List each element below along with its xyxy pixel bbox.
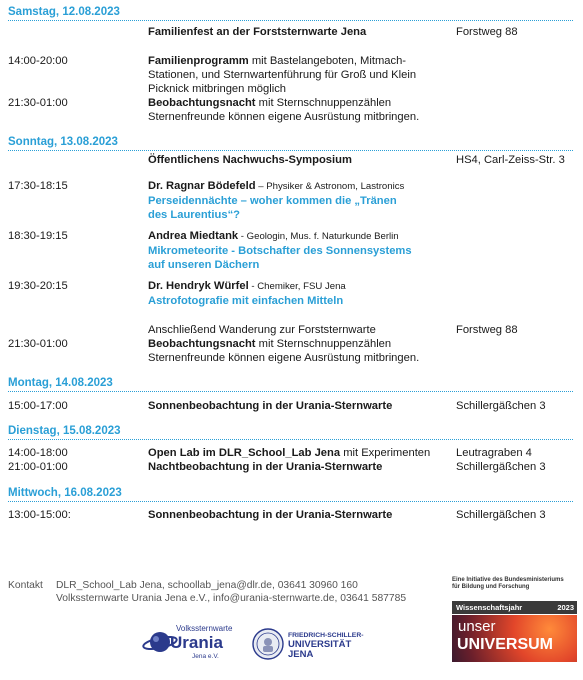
event-title: Beobachtungsnacht bbox=[148, 338, 256, 350]
urania-name: Urania bbox=[170, 633, 223, 652]
event-description bbox=[148, 96, 448, 124]
divider bbox=[8, 150, 573, 151]
event-text: Sternenfreunde können eigene Ausrüstung mitbringen. bbox=[148, 111, 420, 123]
wissenschaftsjahr-label: Wissenschaftsjahr bbox=[456, 603, 523, 612]
event-title: Sonnenbeobachtung in der Urania-Sternwarte bbox=[148, 509, 393, 521]
contact-line: DLR_School_Lab Jena, schoollab_jena@dlr.de, 03641 30960 160 bbox=[56, 580, 358, 591]
fsu-line: FRIEDRICH-SCHILLER- bbox=[288, 632, 364, 639]
event-location: Schillergäßchen 3 bbox=[456, 400, 546, 412]
talk-title: des Laurentius“? bbox=[148, 209, 241, 221]
event-time: 14:00-20:00 bbox=[8, 55, 68, 67]
talk-title: auf unseren Dächern bbox=[148, 259, 260, 271]
uu-line1: unser bbox=[458, 618, 496, 635]
speaker-affiliation: - Geologin, Mus. f. Naturkunde Berlin bbox=[238, 231, 399, 242]
event-description bbox=[148, 446, 448, 460]
event-time: 21:30-01:00 bbox=[8, 338, 68, 350]
talk-title: Astrofotografie mit einfachen Mitteln bbox=[148, 295, 344, 307]
event-time: 21:00-01:00 bbox=[8, 461, 68, 473]
day-heading: Montag, 14.08.2023 bbox=[8, 377, 113, 389]
talk bbox=[148, 279, 448, 308]
contact-label: Kontakt bbox=[8, 580, 43, 591]
talk bbox=[148, 229, 448, 272]
event-time: 13:00-15:00: bbox=[8, 509, 71, 521]
event-location: Schillergäßchen 3 bbox=[456, 509, 546, 521]
urania-sub: Jena e.V. bbox=[192, 653, 219, 660]
speaker-name: Dr. Ragnar Bödefeld bbox=[148, 180, 256, 192]
day-heading: Dienstag, 15.08.2023 bbox=[8, 425, 121, 437]
event-title: Familienprogramm bbox=[148, 55, 249, 67]
fsu-line: UNIVERSITÄT bbox=[288, 639, 352, 650]
event-location: Forstweg 88 bbox=[456, 26, 518, 38]
event-location: HS4, Carl-Zeiss-Str. 3 bbox=[456, 154, 565, 166]
event-title: Nachtbeobachtung in der Urania-Sternwarte bbox=[148, 461, 383, 473]
wissenschaftsjahr-bar bbox=[452, 601, 577, 614]
divider bbox=[8, 391, 573, 392]
contact-line: Volkssternwarte Urania Jena e.V., info@urania-sternwarte.de, 03641 587785 bbox=[56, 593, 407, 604]
event-text: Stationen, und Sternwartenführung für Groß und Klein bbox=[148, 69, 417, 81]
speaker-affiliation: – Physiker & Astronom, Lastronics bbox=[255, 181, 405, 192]
day-heading: Samstag, 12.08.2023 bbox=[8, 6, 120, 18]
event-time: 14:00-18:00 bbox=[8, 447, 68, 459]
event-time: 19:30-20:15 bbox=[8, 280, 68, 292]
day-heading: Sonntag, 13.08.2023 bbox=[8, 136, 118, 148]
event-text: mit Sternschnuppenzählen bbox=[255, 97, 392, 109]
event-title: Sonnenbeobachtung in der Urania-Sternwarte bbox=[148, 400, 393, 412]
speaker-name: Andrea Miedtank bbox=[148, 230, 239, 242]
divider bbox=[8, 501, 573, 502]
event-time: 17:30-18:15 bbox=[8, 180, 68, 192]
event-time: 18:30-19:15 bbox=[8, 230, 68, 242]
event-text: mit Sternschnuppenzählen bbox=[255, 338, 392, 350]
event-title: Familienfest an der Forststernwarte Jena bbox=[148, 26, 367, 38]
event-text: Sternenfreunde können eigene Ausrüstung mitbringen. bbox=[148, 352, 420, 364]
event-location: Schillergäßchen 3 bbox=[456, 461, 546, 473]
event-location: Leutragraben 4 bbox=[456, 447, 532, 459]
bmbf-line: für Bildung und Forschung bbox=[452, 584, 530, 590]
day-heading: Mittwoch, 16.08.2023 bbox=[8, 487, 122, 499]
fsu-line: JENA bbox=[288, 649, 314, 660]
divider bbox=[8, 20, 573, 21]
event-text: Picknick mitbringen möglich bbox=[148, 83, 287, 95]
urania-small: Volkssternwarte bbox=[176, 624, 233, 633]
event-title: Open Lab im DLR_School_Lab Jena bbox=[148, 447, 341, 459]
fsu-logo bbox=[252, 628, 362, 668]
talk-title: Mikrometeorite - Botschafter des Sonnensystems bbox=[148, 245, 412, 257]
event-location: Forstweg 88 bbox=[456, 324, 518, 336]
talk-title: Perseidennächte – woher kommen die „Tränen bbox=[148, 195, 397, 207]
event-title: Beobachtungsnacht bbox=[148, 97, 256, 109]
seal-icon bbox=[252, 628, 284, 660]
bmbf-line: Eine Initiative des Bundesministeriums bbox=[452, 577, 564, 583]
event-time: 15:00-17:00 bbox=[8, 400, 68, 412]
speaker-affiliation: - Chemiker, FSU Jena bbox=[248, 281, 346, 292]
event-description bbox=[148, 54, 448, 96]
divider bbox=[8, 439, 573, 440]
event-text: Anschließend Wanderung zur Forststernwarte bbox=[148, 324, 376, 336]
speaker-name: Dr. Hendryk Würfel bbox=[148, 280, 249, 292]
event-title: Öffentlichens Nachwuchs-Symposium bbox=[148, 154, 352, 166]
event-description bbox=[148, 337, 448, 365]
talk bbox=[148, 179, 448, 222]
unser-universum-logo bbox=[452, 615, 577, 662]
wissenschaftsjahr-year: 2023 bbox=[557, 603, 574, 612]
event-time: 21:30-01:00 bbox=[8, 97, 68, 109]
uu-line2: UNIVERSUM bbox=[457, 636, 554, 653]
urania-logo bbox=[142, 622, 242, 672]
event-text: mit Experimenten bbox=[340, 447, 431, 459]
event-text: mit Bastelangeboten, Mitmach- bbox=[248, 55, 407, 67]
